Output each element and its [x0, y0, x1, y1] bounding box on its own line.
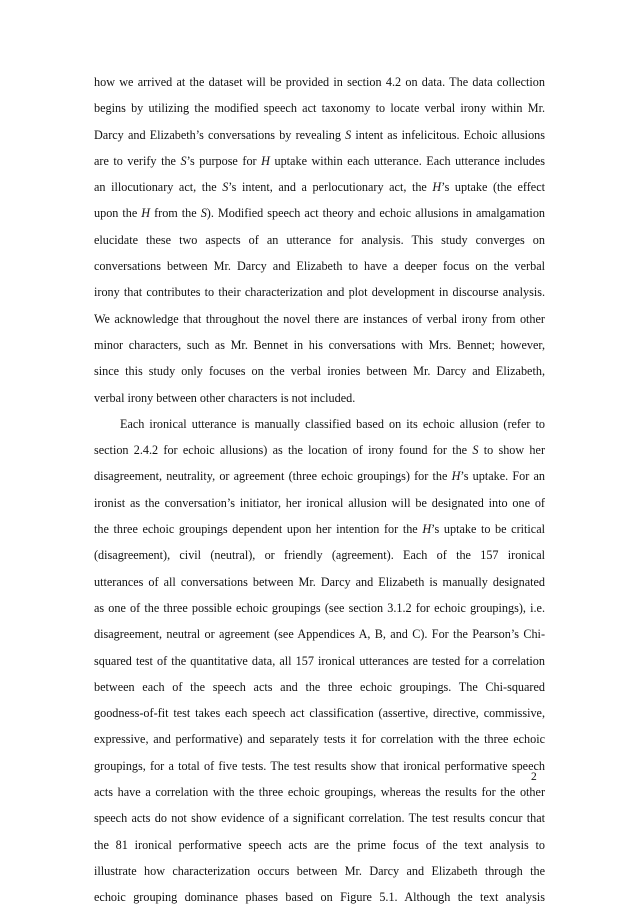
- text-line: goodness-of-fit test takes each speech act classification (assertive, directive, commissive,: [94, 706, 545, 721]
- text-line: expressive, and performative) and separately tests it for correlation with the three echoic: [94, 732, 545, 747]
- text-line: illustrate how characterization occurs between Mr. Darcy and Elizabeth through the: [94, 863, 545, 878]
- text-line: the three echoic groupings dependent upon her intention for the H’s uptake to be critical: [94, 522, 545, 537]
- text-line: Each ironical utterance is manually classified based on its echoic allusion (refer to: [120, 416, 545, 431]
- text-line: between each of the speech acts and the three echoic groupings. The Chi-squared: [94, 679, 545, 694]
- text-line: an illocutionary act, the S’s intent, and a perlocutionary act, the H’s uptake (the effect: [94, 180, 545, 195]
- body-text: [94, 69, 545, 911]
- text-line: are to verify the S’s purpose for H uptake within each utterance. Each utterance includes: [94, 153, 545, 168]
- text-line: upon the H from the S). Modified speech act theory and echoic allusions in amalgamation: [94, 206, 545, 221]
- text-line: (disagreement), civil (neutral), or friendly (agreement). Each of the 157 ironical: [94, 548, 545, 563]
- text-line: irony that contributes to their characterization and plot development in discourse analysis.: [94, 285, 545, 300]
- text-line: disagreement, neutrality, or agreement (three echoic groupings) for the H’s uptake. For an: [94, 469, 545, 484]
- text-line: section 2.4.2 for echoic allusions) as the location of irony found for the S to show her: [94, 443, 545, 458]
- text-line: groupings, for a total of five tests. The test results show that ironical performative speech: [94, 758, 545, 773]
- text-line: verbal irony between other characters is not included.: [94, 390, 356, 405]
- text-line: as one of the three possible echoic groupings (see section 3.1.2 for echoic groupings), i.e.: [94, 600, 545, 615]
- text-line: since this study only focuses on the verbal ironies between Mr. Darcy and Elizabeth,: [94, 364, 545, 379]
- text-line: acts have a correlation with the three echoic groupings, whereas the results for the other: [94, 785, 545, 800]
- text-line: disagreement, neutral or agreement (see Appendices A, B, and C). For the Pearson’s Chi-: [94, 627, 545, 642]
- text-line: elucidate these two aspects of an utterance for analysis. This study converges on: [94, 232, 545, 247]
- text-line: Darcy and Elizabeth’s conversations by revealing S intent as infelicitous. Echoic allusions: [94, 127, 545, 142]
- text-line: the 81 ironical performative speech acts are the prime focus of the text analysis to: [94, 837, 545, 852]
- text-line: minor characters, such as Mr. Bennet in his conversations with Mrs. Bennet; however,: [94, 337, 545, 352]
- text-line: ironist as the conversation’s initiator, her ironical allusion will be designated into one of: [94, 495, 545, 510]
- text-line: echoic grouping dominance phases based on Figure 5.1. Although the text analysis: [94, 890, 545, 905]
- page-number: 2: [531, 771, 537, 783]
- text-line: utterances of all conversations between Mr. Darcy and Elizabeth is manually designated: [94, 574, 545, 589]
- text-line: begins by utilizing the modified speech act taxonomy to locate verbal irony within Mr.: [94, 101, 545, 116]
- text-line: conversations between Mr. Darcy and Elizabeth to have a deeper focus on the verbal: [94, 259, 545, 274]
- text-line: speech acts do not show evidence of a significant correlation. The test results concur that: [94, 811, 545, 826]
- text-line: We acknowledge that throughout the novel there are instances of verbal irony from other: [94, 311, 545, 326]
- text-line: how we arrived at the dataset will be provided in section 4.2 on data. The data collection: [94, 75, 545, 89]
- text-line: squared test of the quantitative data, all 157 ironical utterances are tested for a correlation: [94, 653, 545, 668]
